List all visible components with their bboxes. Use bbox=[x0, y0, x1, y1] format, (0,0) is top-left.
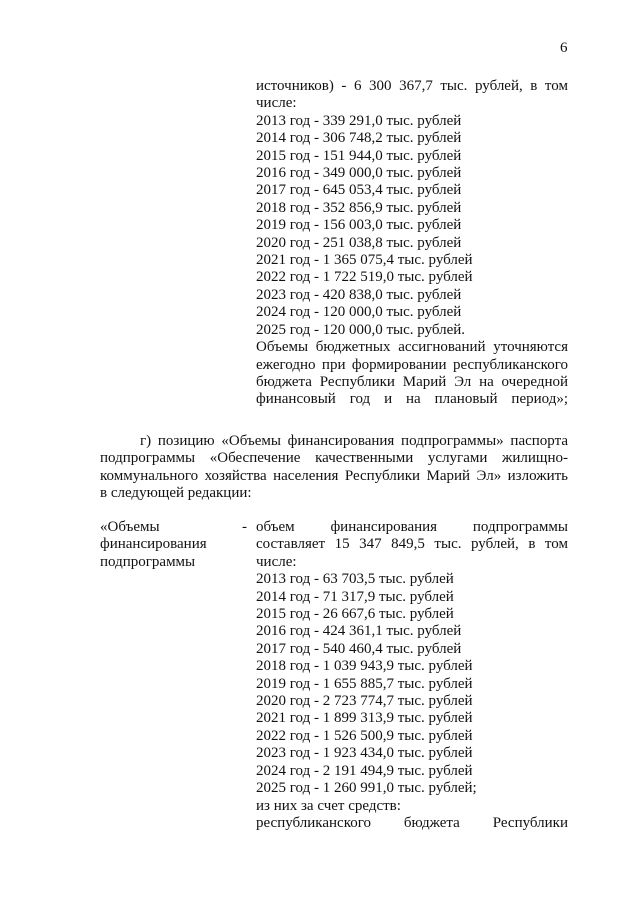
year-amount-line: 2023 год - 420 838,0 тыс. рублей bbox=[256, 286, 462, 303]
year-amount-line: 2022 год - 1 722 519,0 тыс. рублей bbox=[256, 269, 473, 286]
year-amount-line: 2020 год - 2 723 774,7 тыс. рублей bbox=[256, 693, 473, 710]
subprogram-funding-block bbox=[256, 519, 568, 832]
text-line: числе: bbox=[256, 95, 297, 112]
year-amount-line: 2024 год - 2 191 494,9 тыс. рублей bbox=[256, 762, 473, 779]
year-amount-line: 2025 год - 1 260 991,0 тыс. рублей; bbox=[256, 780, 477, 797]
label-dash: - bbox=[242, 519, 247, 535]
text-line: составляет 15 347 849,5 тыс. рублей, в том bbox=[256, 536, 568, 553]
year-amount-line: 2016 год - 424 361,1 тыс. рублей bbox=[256, 623, 462, 640]
paragraph-line: г) позицию «Объемы финансирования подпрограммы» паспорта bbox=[140, 433, 568, 449]
text-line: республиканского бюджета Республики bbox=[256, 814, 568, 831]
year-amount-line: 2024 год - 120 000,0 тыс. рублей bbox=[256, 304, 462, 321]
paragraph-line: коммунального хозяйства населения Республики Марий Эл» изложить bbox=[100, 467, 568, 484]
label-line: подпрограммы bbox=[100, 553, 196, 570]
year-amount-line: 2018 год - 1 039 943,9 тыс. рублей bbox=[256, 658, 473, 675]
year-amount-line: 2025 год - 120 000,0 тыс. рублей. bbox=[256, 321, 466, 338]
year-amount-line: 2023 год - 1 923 434,0 тыс. рублей bbox=[256, 745, 473, 762]
year-amount-line: 2016 год - 349 000,0 тыс. рублей bbox=[256, 165, 462, 182]
year-amount-line: 2013 год - 63 703,5 тыс. рублей bbox=[256, 571, 454, 588]
year-amount-line: 2018 год - 352 856,9 тыс. рублей bbox=[256, 199, 462, 216]
text-line: из них за счет средств: bbox=[256, 797, 401, 814]
year-amount-line: 2014 год - 71 317,9 тыс. рублей bbox=[256, 588, 454, 605]
text-line: объем финансирования подпрограммы bbox=[256, 519, 568, 535]
text-line: числе: bbox=[256, 553, 297, 570]
year-amount-line: 2022 год - 1 526 500,9 тыс. рублей bbox=[256, 727, 473, 744]
paragraph-line: в следующей редакции: bbox=[100, 485, 252, 502]
text-line: ежегодно при формировании республиканского bbox=[256, 356, 568, 373]
position-label bbox=[100, 519, 250, 571]
year-amount-line: 2019 год - 156 003,0 тыс. рублей bbox=[256, 217, 462, 234]
year-amount-line: 2021 год - 1 899 313,9 тыс. рублей bbox=[256, 710, 473, 727]
year-amount-line: 2014 год - 306 748,2 тыс. рублей bbox=[256, 130, 462, 147]
funding-sources-block bbox=[256, 78, 568, 409]
amendment-paragraph bbox=[100, 433, 568, 503]
paragraph-line: подпрограммы «Обеспечение качественными услугами жилищно- bbox=[100, 450, 568, 467]
page-number: 6 bbox=[560, 40, 568, 56]
text-line: финансовый год и на плановый период»; bbox=[256, 391, 568, 408]
year-amount-line: 2015 год - 151 944,0 тыс. рублей bbox=[256, 147, 462, 164]
year-amount-line: 2013 год - 339 291,0 тыс. рублей bbox=[256, 112, 462, 129]
year-amount-line: 2015 год - 26 667,6 тыс. рублей bbox=[256, 606, 454, 623]
text-line: бюджета Республики Марий Эл на очередной bbox=[256, 373, 568, 390]
year-amount-line: 2017 год - 540 460,4 тыс. рублей bbox=[256, 640, 462, 657]
label-line: финансирования bbox=[100, 536, 207, 553]
year-amount-line: 2020 год - 251 038,8 тыс. рублей bbox=[256, 234, 462, 251]
label-line: «Объемы bbox=[100, 519, 160, 535]
year-amount-line: 2019 год - 1 655 885,7 тыс. рублей bbox=[256, 675, 473, 692]
text-line: Объемы бюджетных ассигнований уточняются bbox=[256, 339, 568, 356]
year-amount-line: 2021 год - 1 365 075,4 тыс. рублей bbox=[256, 252, 473, 269]
text-line: источников) - 6 300 367,7 тыс. рублей, в том bbox=[256, 78, 568, 94]
year-amount-line: 2017 год - 645 053,4 тыс. рублей bbox=[256, 182, 462, 199]
